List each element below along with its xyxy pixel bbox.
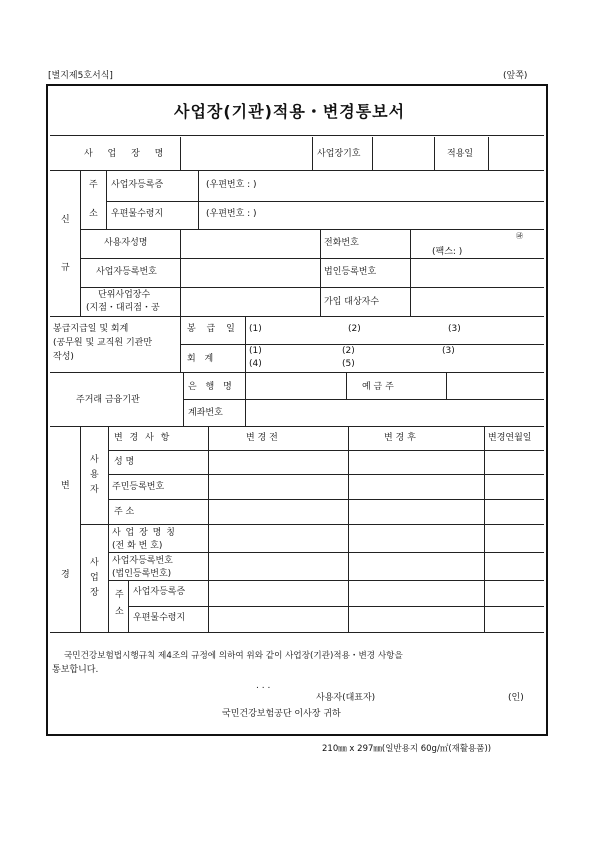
employer-group-label: 용 — [90, 470, 99, 480]
phone-unit-mark: ㉺ — [516, 232, 523, 240]
account-slot: (2) — [342, 346, 355, 356]
grid-line — [180, 137, 181, 170]
grid-line — [108, 499, 544, 500]
grid-line — [80, 258, 544, 259]
grid-line — [434, 137, 435, 170]
notice-text: 통보합니다. — [52, 665, 99, 675]
payday-slot: (1) — [249, 324, 262, 334]
business-name-label: 사 업 장 명 — [84, 149, 170, 159]
grid-line — [50, 426, 544, 427]
bank-section-label: 주거래 금융기관 — [76, 395, 140, 405]
recipient-line: 국민건강보험공단 이사장 귀하 — [222, 709, 341, 719]
change-biz-no: 사업자등록번호 — [112, 556, 173, 566]
account-no-label: 계좌번호 — [188, 408, 223, 418]
unit-count-label: (지점・대리점・공 — [86, 303, 160, 313]
employer-group-label: 사 — [90, 455, 99, 465]
grid-line — [108, 552, 544, 553]
grid-line — [183, 372, 184, 426]
grid-line — [208, 426, 209, 632]
change-section-label: 변 — [61, 481, 70, 491]
pay-section-label: 봉급지급일 및 회계 — [53, 324, 129, 334]
fax-field: (팩스: ) — [432, 247, 463, 257]
addr-group-label: 주 — [115, 590, 124, 600]
date-line: . . . — [256, 681, 271, 691]
new-address-label: 주 — [89, 180, 98, 190]
change-workplace-phone: (전 화 번 호) — [112, 541, 163, 551]
new-address-label: 소 — [89, 209, 98, 219]
change-workplace-name: 사 업 장 명 칭 — [112, 528, 176, 538]
grid-line — [320, 229, 321, 316]
grid-line — [108, 474, 544, 475]
mail-address-label: 우편물수령지 — [111, 209, 164, 219]
unit-count-label: 단위사업장수 — [98, 290, 151, 300]
members-label: 가입 대상자수 — [324, 297, 380, 307]
employer-signature-label: 사용자(대표자) — [316, 693, 376, 703]
paper-spec: 210㎜ x 297㎜(일반용지 60g/㎡(재활용품)) — [322, 744, 492, 754]
form-title: 사업장(기관)적용・변경통보서 — [174, 102, 406, 121]
account-slot: (4) — [249, 359, 262, 369]
grid-line — [180, 229, 181, 372]
change-mail-address: 우편물수령지 — [133, 613, 186, 623]
grid-line — [50, 316, 544, 317]
payday-slot: (2) — [348, 324, 361, 334]
account-slot: (3) — [442, 346, 455, 356]
change-section-label: 경 — [61, 570, 70, 580]
grid-line — [484, 426, 485, 632]
grid-line — [446, 372, 447, 399]
grid-line — [80, 229, 544, 230]
seal-mark: (인) — [508, 693, 524, 703]
grid-line — [245, 316, 246, 372]
page-side-label: (앞쪽) — [503, 71, 528, 81]
grid-line — [108, 580, 544, 581]
payday-label: 봉 급 일 — [187, 324, 239, 334]
workplace-group-label: 업 — [90, 573, 99, 583]
grid-line — [488, 137, 489, 170]
grid-line — [128, 580, 129, 632]
new-section-label: 규 — [61, 263, 70, 273]
col-change-item: 변 경 사 항 — [114, 433, 172, 443]
grid-line — [245, 372, 246, 426]
change-reg-address: 사업자등록증 — [133, 587, 186, 597]
account-slot: (5) — [342, 359, 355, 369]
change-corp-no: (법인등록번호) — [112, 569, 172, 579]
notice-text: 국민건강보험법시행규칙 제4조의 규정에 의하여 위와 같이 사업장(기관)적용・변경 사항을 — [64, 651, 403, 661]
grid-line — [108, 426, 109, 632]
grid-line — [50, 632, 544, 633]
col-after: 변 경 후 — [384, 433, 416, 443]
col-change-date: 변경연월일 — [488, 433, 532, 443]
grid-line — [80, 426, 81, 632]
biz-reg-no-label: 사업자등록번호 — [96, 267, 157, 277]
change-employer-name: 성 명 — [114, 457, 135, 467]
grid-line — [50, 170, 544, 171]
mail-postal-code: (우편번호 : ) — [206, 209, 257, 219]
grid-line — [50, 372, 544, 373]
grid-line — [410, 229, 411, 316]
grid-line — [183, 399, 544, 400]
business-code-label: 사업장기호 — [317, 149, 361, 159]
grid-line — [80, 287, 544, 288]
grid-line — [128, 606, 544, 607]
pay-section-label: 작성) — [53, 352, 74, 362]
employer-name-label: 사용자성명 — [104, 238, 148, 248]
reg-postal-code: (우편번호 : ) — [206, 180, 257, 190]
grid-line — [106, 170, 107, 229]
grid-line — [198, 170, 199, 229]
grid-line — [106, 201, 544, 202]
grid-line — [108, 450, 544, 451]
grid-line — [80, 170, 81, 316]
pay-section-label: (공무원 및 교직원 기관만 — [53, 338, 153, 348]
apply-date-label: 적용일 — [447, 149, 474, 159]
grid-line — [312, 137, 313, 170]
grid-line — [80, 524, 544, 525]
account-slot: (1) — [249, 346, 262, 356]
grid-line — [372, 137, 373, 170]
col-before: 변 경 전 — [246, 433, 278, 443]
workplace-group-label: 장 — [90, 588, 99, 598]
reg-address-label: 사업자등록증 — [111, 180, 164, 190]
phone-label: 전화번호 — [324, 238, 359, 248]
bank-name-label: 은 행 명 — [188, 382, 235, 392]
depositor-label: 예 금 주 — [362, 382, 394, 392]
change-employer-address: 주 소 — [114, 507, 135, 517]
grid-line — [346, 372, 347, 399]
form-number: [별지제5호서식] — [48, 71, 113, 81]
payday-slot: (3) — [448, 324, 461, 334]
new-section-label: 신 — [61, 215, 70, 225]
grid-line — [180, 344, 544, 345]
corp-reg-no-label: 법인등록번호 — [324, 267, 377, 277]
employer-group-label: 자 — [90, 485, 99, 495]
grid-line — [348, 426, 349, 632]
workplace-group-label: 사 — [90, 558, 99, 568]
change-resident-no: 주민등록번호 — [112, 482, 165, 492]
account-label: 회 계 — [187, 354, 217, 364]
addr-group-label: 소 — [115, 607, 124, 617]
